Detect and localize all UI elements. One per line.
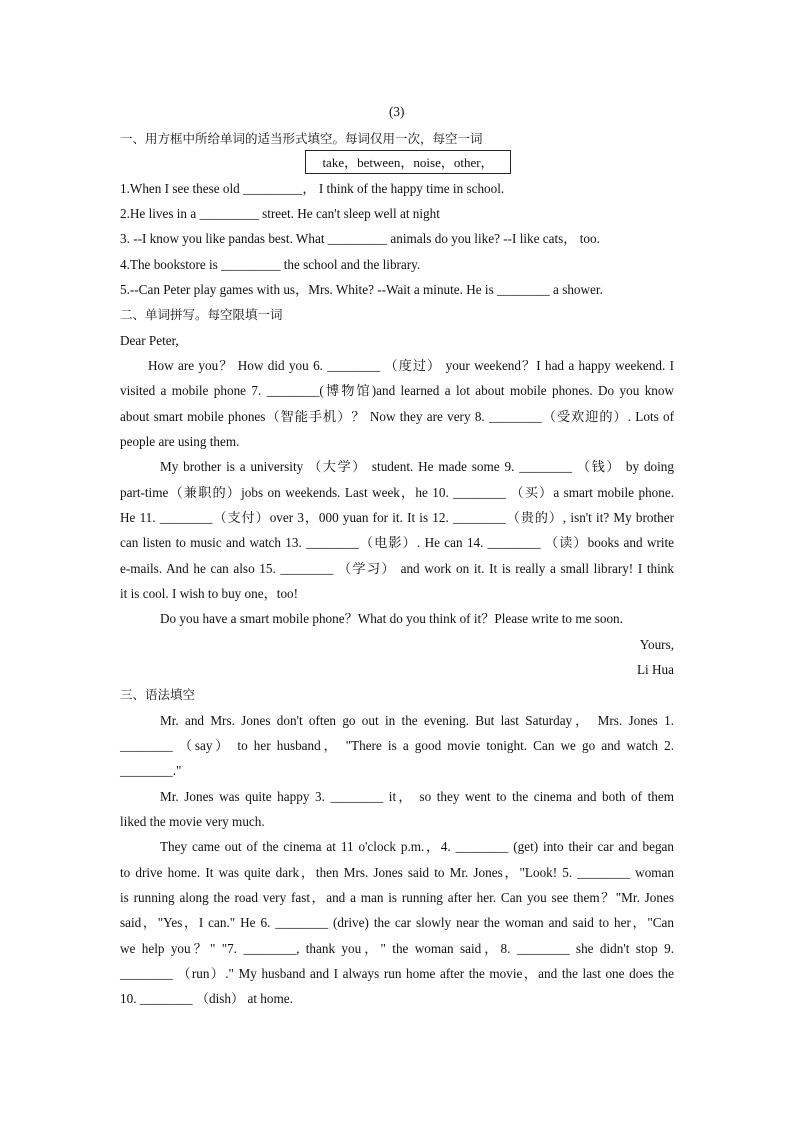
s2-line-3: about smart mobile phones（智能手机）？ Now they are very 8. ________（受欢迎的）. Lots of [120,409,674,424]
s2-line-9: e-mails. And he can also 15. ________ （学习） and work on it. It is really a small library! I think [120,561,674,576]
s2-line-1: How are you？ How did you 6. ________ （度过） your weekend？I had a happy weekend. I [148,358,674,373]
section2-heading: 二、单词拼写。每空限填一词 [120,307,283,322]
s1-line-4: 4.The bookstore is _________ the school and the library. [120,257,421,272]
letter-signature: Li Hua [637,662,674,677]
s3-line-2: ________ （say） to her husband， "There is a good movie tonight. Can we go and watch 2. [120,738,674,753]
s3-line-4: Mr. Jones was quite happy 3. ________ it， so they went to the cinema and both of them [160,789,674,804]
s3-line-1: Mr. and Mrs. Jones don't often go out in the evening. But last Saturday， Mrs. Jones 1. [160,713,674,728]
s3-line-3: ________." [120,763,182,778]
s3-line-7: to drive home. It was quite dark，then Mrs. Jones said to Mr. Jones，"Look! 5. ________ woman [120,865,674,880]
s2-line-8: can listen to music and watch 13. ________（电影）. He can 14. ________ （读）books and write [120,535,674,550]
s3-line-6: They came out of the cinema at 11 o'clock p.m.，4. ________ (get) into their car and began [160,839,674,854]
s2-line-6: part-time（兼职的）jobs on weekends. Last week，he 10. ________ （买）a smart mobile phone. [120,485,674,500]
s1-line-3: 3. --I know you like pandas best. What _________ animals do you like? --I like cats， too. [120,231,600,246]
s3-line-11: ________ （run）." My husband and I always run home after the movie，and the last one does the [120,966,674,981]
s3-line-5: liked the movie very much. [120,814,265,829]
s2-line-5: My brother is a university （大学） student. He made some 9. ________ （钱） by doing [160,459,674,474]
s1-line-1: 1.When I see these old _________， I think of the happy time in school. [120,181,505,196]
s3-line-12: 10. ________ （dish） at home. [120,991,293,1006]
letter-closing: Yours, [639,637,674,652]
word-box: take，between，noise，other， [305,150,511,174]
s2-line-10: it is cool. I wish to buy one，too! [120,586,299,601]
section3-heading: 三、语法填空 [120,687,196,702]
s2-line-7: He 11. ________（支付）over 3，000 yuan for it. It is 12. ________（贵的）, isn't it? My brother [120,510,674,525]
s2-line-4: people are using them. [120,434,240,449]
s1-line-2: 2.He lives in a _________ street. He can't sleep well at night [120,206,440,221]
page-title: (3) [389,104,405,119]
s3-line-9: said，"Yes，I can." He 6. ________ (drive) the car slowly near the woman and said to her，"Can [120,915,674,930]
s2-line-11: Do you have a smart mobile phone？What do you think of it？Please write to me soon. [160,611,623,626]
s1-line-5: 5.--Can Peter play games with us，Mrs. White? --Wait a minute. He is ________ a shower. [120,282,603,297]
letter-greeting: Dear Peter, [120,333,179,348]
s3-line-10: we help you？" "7. ________, thank you，" the woman said，8. ________ she didn't stop 9. [120,941,674,956]
s2-line-2: visited a mobile phone 7. ________(博物馆)and learned a lot about mobile phones. Do you know [120,383,674,398]
s3-line-8: is running along the road very fast，and a man is running after her. Can you see them？"Mr. Jones [120,890,674,905]
section1-heading: 一、用方框中所给单词的适当形式填空。每词仅用一次，每空一词 [120,131,483,146]
